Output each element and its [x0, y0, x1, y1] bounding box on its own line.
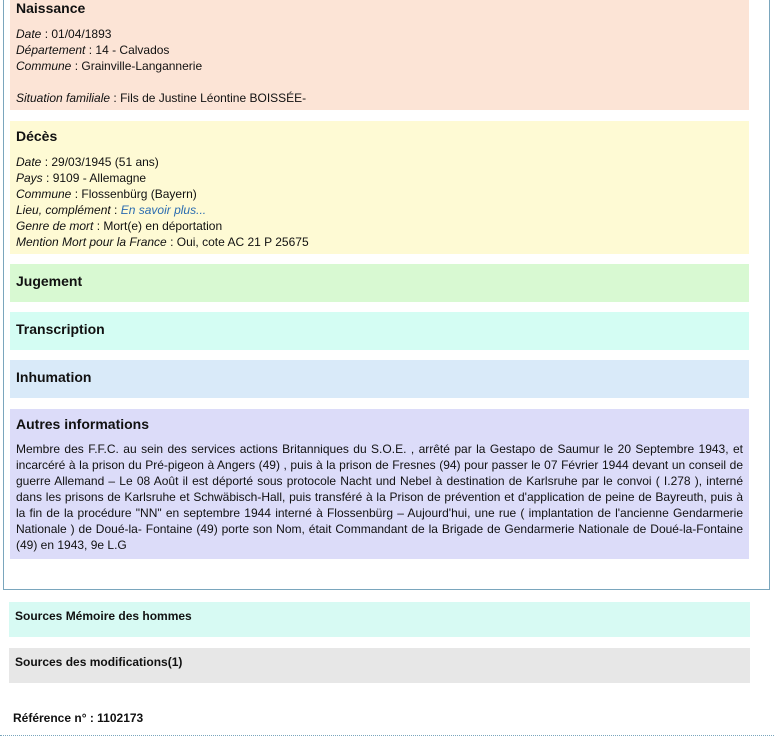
transcription-title[interactable]: Transcription: [16, 321, 105, 337]
value-commune: Flossenbürg (Bayern): [81, 187, 197, 201]
autres-title: Autres informations: [16, 416, 150, 432]
deces-genre: Genre de mort : Mort(e) en déportation: [16, 219, 223, 233]
sources-memoire-label[interactable]: Sources Mémoire des hommes: [15, 609, 192, 623]
transcription-section[interactable]: [10, 312, 749, 350]
sources-modifications-bar[interactable]: [9, 648, 750, 683]
en-savoir-plus-link[interactable]: En savoir plus...: [120, 203, 207, 217]
value-departement: 14 - Calvados: [95, 43, 170, 57]
deces-title: Décès: [16, 128, 58, 144]
value-mention: Oui, cote AC 21 P 25675: [176, 235, 309, 249]
label-pays: Pays: [16, 171, 43, 185]
value-date: 01/04/1893: [51, 27, 112, 41]
deces-pays: Pays : 9109 - Allemagne: [16, 171, 147, 185]
deces-commune: Commune : Flossenbürg (Bayern): [16, 187, 197, 201]
value-genre: Mort(e) en déportation: [103, 219, 223, 233]
autres-informations-section: [10, 409, 749, 559]
jugement-title[interactable]: Jugement: [16, 273, 83, 289]
autres-text: Membre des F.F.C. au sein des services actions Britanniques du S.O.E. , arrêté par la Gestapo de Saumur le 20 Septembre 1943, et incarcéré à la prison du Pré-pigeon à Angers (49) , puis à la prison de Fresnes (94) pour passer le 07 Février 1944 devant un conseil de guerre Allemand – Le 08 Août il est déporté sous protocole Nacht und Nebel à destination de Karlsruhe par le convoi ( I.278 ), interné dans les prisons de Karlsruhe et Schwäbisch-Hall, puis transféré à la Prison de prévention et d'application de peine de Bayreuth, puis à la fin de la procédure "NN" en septembre 1944 interné à Flossenbürg – Aujourd'hui, une rue ( implantation de l'ancienne Gendarmerie Nationale ) de Doué-la- Fontaine (49) porte son Nom, était Commandant de la Brigade de Gendarmerie Nationale de Doué-la-Fontaine (49) en 1943, 9e L.G: [16, 442, 743, 552]
deces-section: [10, 121, 749, 254]
label-genre: Genre de mort: [16, 219, 94, 233]
naissance-departement: Département : 14 - Calvados: [16, 43, 170, 57]
jugement-section[interactable]: [10, 264, 749, 302]
naissance-section: [10, 0, 749, 110]
deces-lieu: Lieu, complément : En savoir plus...: [16, 203, 207, 217]
naissance-situation: Situation familiale : Fils de Justine Léontine BOISSÉE-: [16, 91, 307, 105]
value-date: 29/03/1945 (51 ans): [51, 155, 159, 169]
sources-memoire-bar[interactable]: [9, 602, 750, 637]
label-commune: Commune: [16, 59, 72, 73]
label-commune: Commune: [16, 187, 72, 201]
inhumation-title[interactable]: Inhumation: [16, 369, 92, 385]
deces-date: Date : 29/03/1945 (51 ans): [16, 155, 159, 169]
value-pays: 9109 - Allemagne: [52, 171, 147, 185]
naissance-title: Naissance: [16, 0, 86, 16]
reference-number: Référence n° : 1102173: [13, 711, 144, 725]
label-situation: Situation familiale: [16, 91, 111, 105]
naissance-date: Date : 01/04/1893: [16, 27, 112, 41]
sources-modifications-label[interactable]: Sources des modifications(1): [15, 655, 183, 669]
divider: [0, 735, 774, 736]
deces-mention: Mention Mort pour la France : Oui, cote AC 21 P 25675: [16, 235, 309, 249]
label-date: Date: [16, 155, 42, 169]
inhumation-section[interactable]: [10, 360, 749, 398]
value-commune: Grainville-Langannerie: [81, 59, 203, 73]
label-date: Date: [16, 27, 42, 41]
label-departement: Département: [16, 43, 86, 57]
label-mention: Mention Mort pour la France: [16, 235, 167, 249]
naissance-commune: Commune : Grainville-Langannerie: [16, 59, 203, 73]
value-situation: Fils de Justine Léontine BOISSÉE-: [120, 91, 307, 105]
label-lieu: Lieu, complément: [16, 203, 111, 217]
